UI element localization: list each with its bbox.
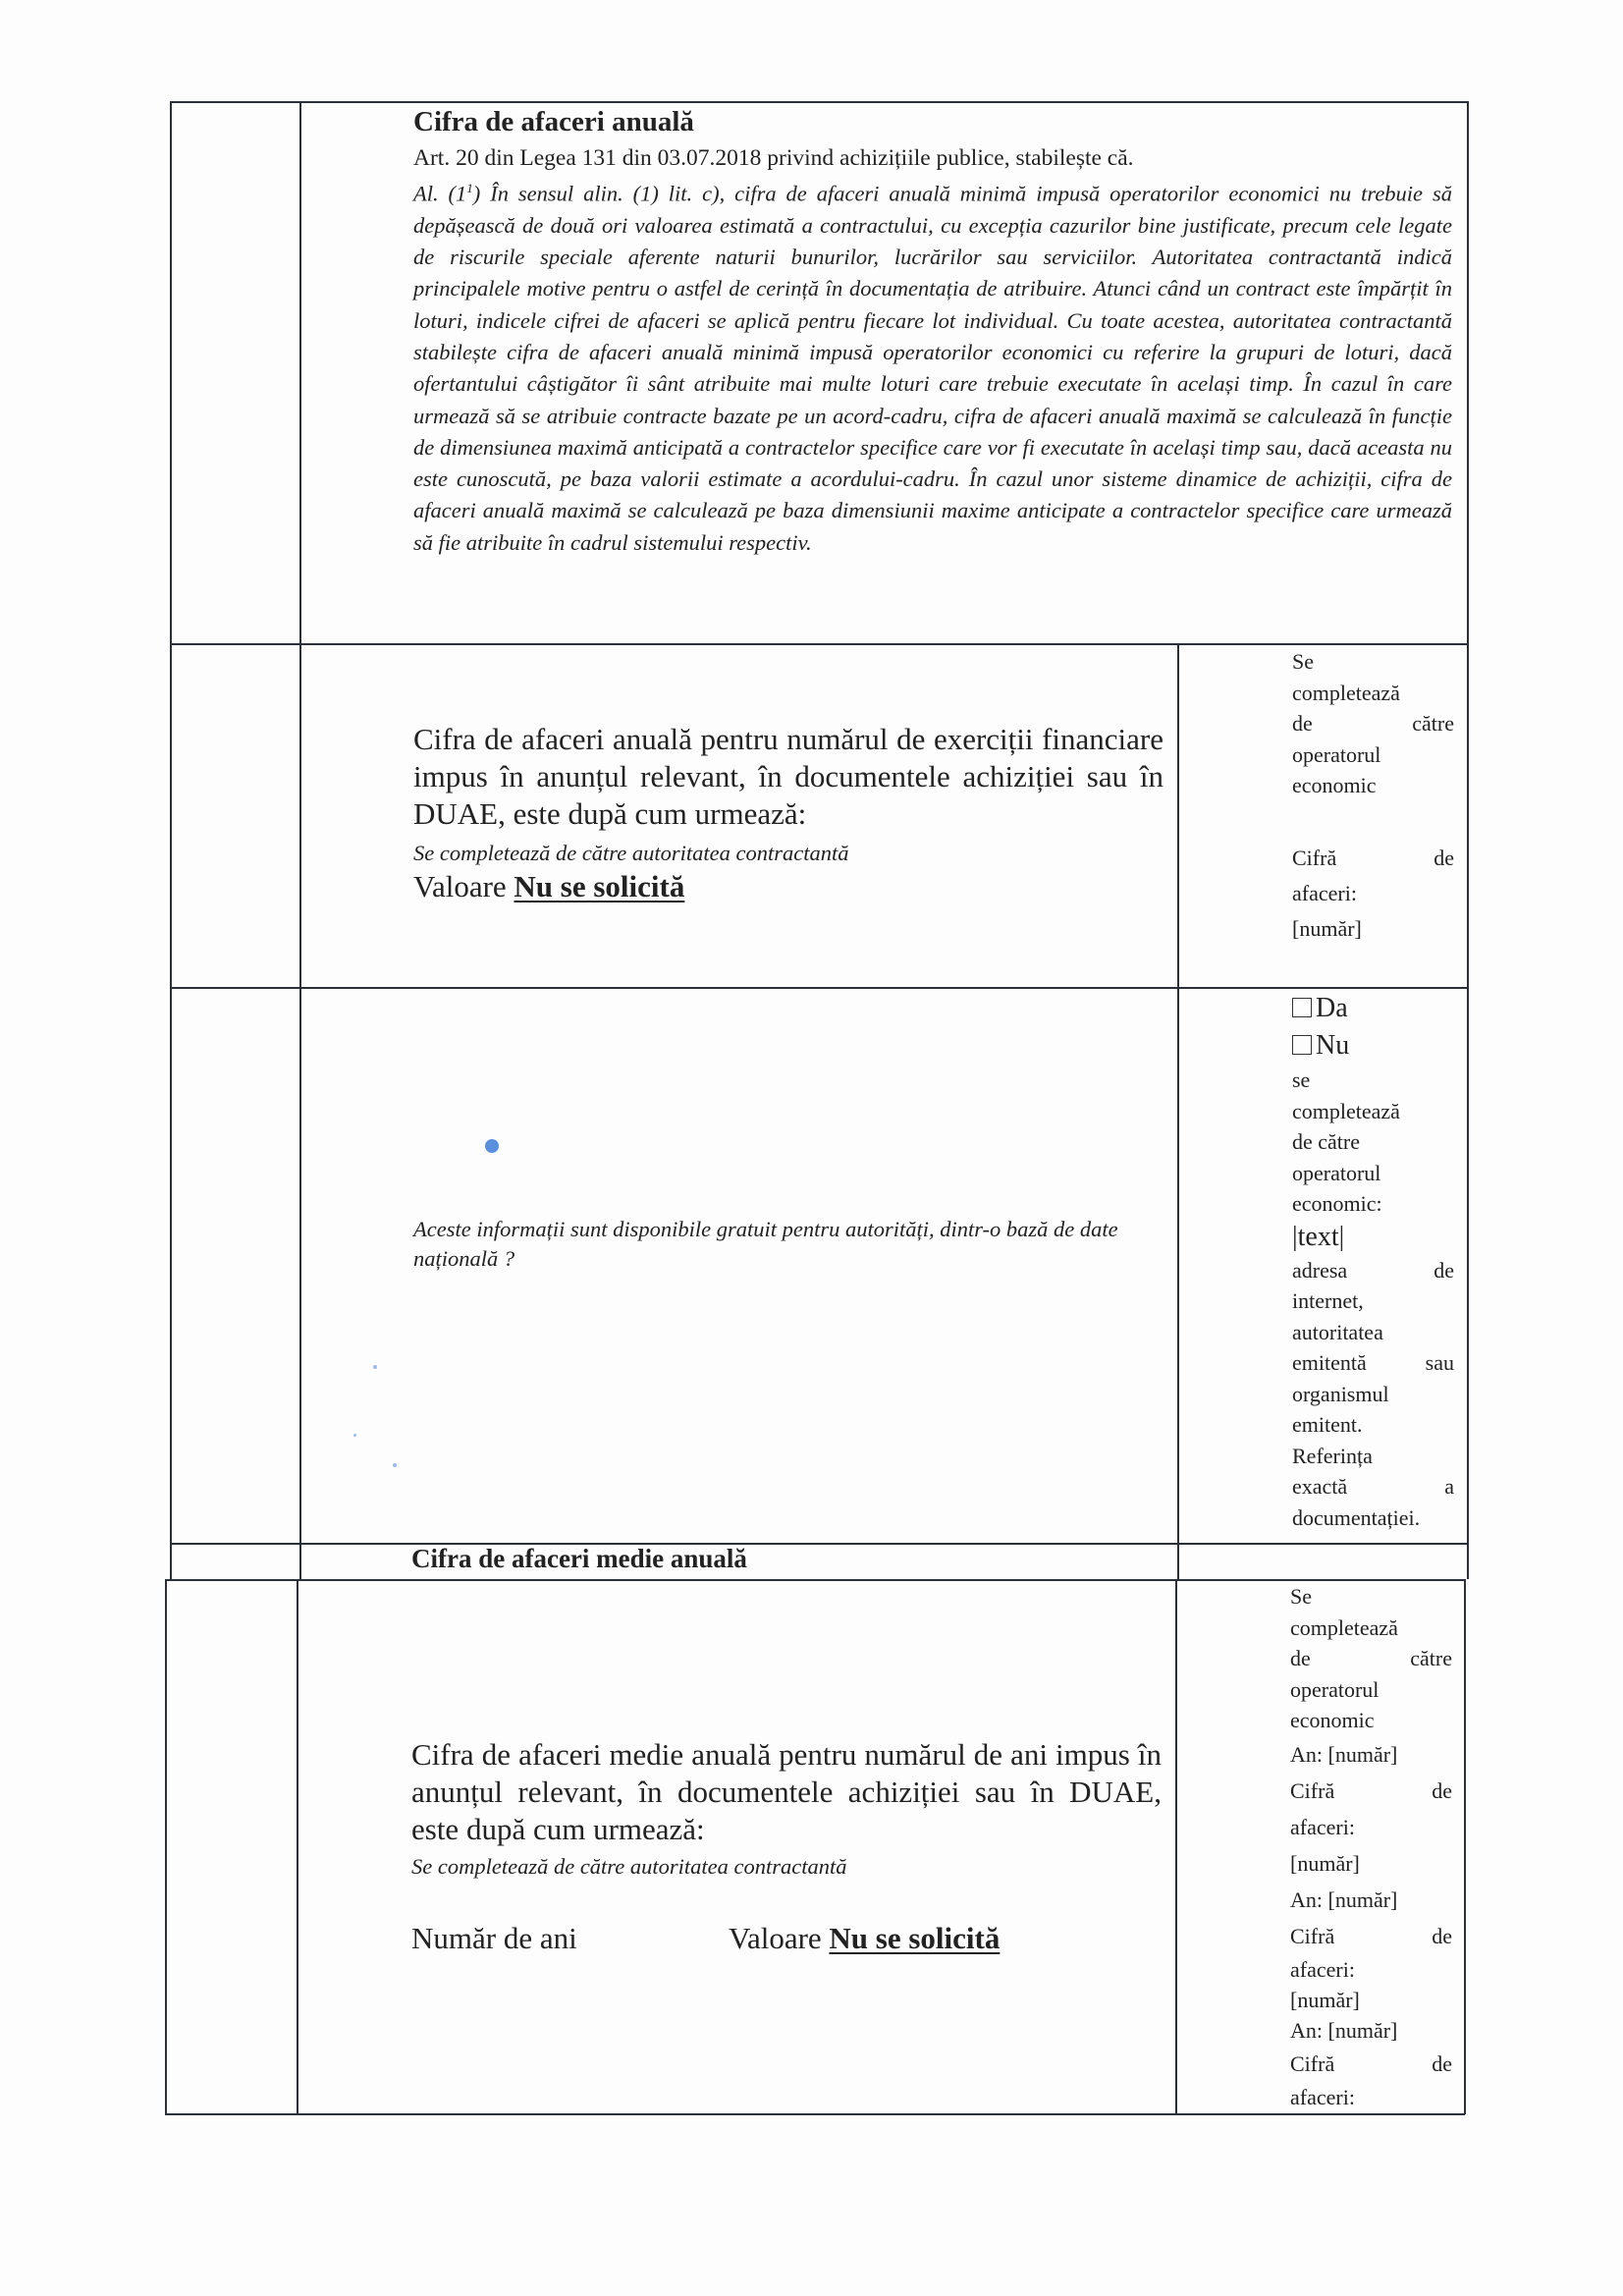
- table-border-left: [170, 101, 172, 1579]
- table-border-right: [1464, 1579, 1466, 2114]
- right-text: [număr]: [1290, 1987, 1360, 2012]
- right-text: economic: [1290, 1708, 1375, 1732]
- row-divider: [170, 1543, 1468, 1545]
- ink-spot: [485, 1139, 499, 1153]
- right-text: operatorul: [1290, 1676, 1380, 1702]
- row-divider: [170, 987, 1468, 989]
- paragraph-sup: 1: [466, 181, 473, 195]
- right-text: emitentă sau: [1292, 1350, 1454, 1375]
- right-text: afaceri:: [1292, 880, 1357, 905]
- right-text: operatorul: [1292, 741, 1381, 767]
- years-label: Număr de ani: [411, 1921, 577, 1955]
- ink-spot: [373, 1365, 377, 1369]
- turnover-note: Se completează de către autoritatea contractantă: [413, 841, 849, 865]
- database-question: Aceste informații sunt disponibile gratuit pentru autorități, dintr-o bază de date națională ?: [413, 1217, 1118, 1271]
- table-col-divider: [297, 1579, 298, 2114]
- right-text: afaceri:: [1290, 1956, 1355, 1982]
- value-text: Nu se solicită: [514, 869, 685, 903]
- right-text: completează: [1290, 1614, 1398, 1640]
- average-value: [729, 1920, 1000, 1957]
- checkbox-icon[interactable]: [1292, 998, 1312, 1017]
- right-col-divider: [1175, 1579, 1177, 2114]
- right-text: Cifră de: [1290, 1777, 1452, 1803]
- text-field[interactable]: |text|: [1292, 1221, 1345, 1252]
- law-reference: Art. 20 din Legea 131 din 03.07.2018 privind achizițiile publice, stabilește că.: [413, 145, 1134, 171]
- turnover-value: [413, 868, 684, 905]
- right-text: afaceri:: [1290, 1814, 1355, 1839]
- ink-spot: [353, 1434, 356, 1437]
- right-text: Referința: [1292, 1443, 1373, 1468]
- ink-spot: [393, 1463, 397, 1467]
- right-text: operatorul: [1292, 1160, 1381, 1185]
- table-border-right: [1467, 101, 1469, 1579]
- right-text: An: [număr]: [1290, 2017, 1398, 2043]
- checkbox-icon[interactable]: [1292, 1035, 1312, 1055]
- right-text: Cifră de: [1290, 1923, 1452, 1948]
- turnover-right-cell: [1292, 646, 1454, 947]
- checkbox-label: Nu: [1316, 1030, 1350, 1061]
- right-text: Cifră de: [1290, 2050, 1452, 2076]
- right-text: economic: [1292, 773, 1377, 797]
- paragraph-prefix: Al. (1: [413, 181, 467, 206]
- value-label: Valoare: [413, 869, 507, 903]
- right-text: Se: [1290, 1584, 1312, 1609]
- paragraph-text: ) În sensul alin. (1) lit. c), cifra de afaceri anuală minimă impusă operatorilor economici nu trebuie să depășească de două ori valoarea estimată a contractului, cu excepția cazurilor bine justificate, precum cele legate de riscurile speciale aferente naturii bunurilor, lucrărilor sau serviciilor. Autoritatea contractantă indică principalele motive pentru o astfel de cerință în documentația de atribuire. Atunci când un contract este împărțit în loturi, indicele cifrei de afaceri se aplică pentru fiecare lot individual. Cu toate acestea, autoritatea contractantă stabilește cifra de afaceri anuală minimă impusă operatorilor economici cu referire la grupuri de loturi, dacă ofertantului câștigător îi sânt atribuite mai multe loturi care trebuie executate în același timp. În cazul în care urmează să se atribuie contracte bazate pe un acord-cadru, cifra de afaceri anuală maximă se calculează în funcție de dimensiunea maximă anticipată a contractelor specifice care vor fi executate în același timp sau, dacă aceasta nu este cunoscută, pe baza valorii estimate a acordului-cadru. În cazul unor sisteme dinamice de achiziții, cifra de afaceri anuală maximă se calculează pe baza dimensiunii maxime anticipate a contractelor specifice care urmează să fie atribuite în cadrul sistemului respectiv.: [413, 181, 1452, 555]
- average-right-cell: [1290, 1581, 1452, 2112]
- right-text: exactă a: [1292, 1474, 1454, 1499]
- right-text: Cifră de: [1292, 845, 1454, 870]
- average-note: Se completează de către autoritatea contractantă: [411, 1854, 847, 1879]
- checkbox-label: Da: [1316, 993, 1348, 1023]
- right-text: [număr]: [1292, 915, 1362, 941]
- right-text: emitent.: [1292, 1412, 1363, 1437]
- right-text: [număr]: [1290, 1850, 1360, 1876]
- row-divider: [170, 643, 1468, 645]
- right-text: An: [număr]: [1290, 1886, 1398, 1912]
- checkbox-no[interactable]: [1292, 1027, 1454, 1065]
- right-text: afaceri:: [1290, 2084, 1355, 2109]
- database-right-cell: [1292, 990, 1454, 1533]
- right-text: internet,: [1292, 1288, 1364, 1313]
- right-text: An: [număr]: [1290, 1741, 1398, 1767]
- value-text: Nu se solicită: [829, 1921, 1001, 1955]
- right-text: Se: [1292, 649, 1314, 674]
- law-paragraph: [413, 173, 1452, 559]
- right-text: completează: [1292, 1098, 1400, 1123]
- section-title: Cifra de afaceri medie anuală: [411, 1544, 747, 1573]
- right-text: economic:: [1292, 1191, 1382, 1216]
- section-title: Cifra de afaceri anuală: [413, 106, 694, 137]
- table-border-left: [165, 1579, 167, 2114]
- right-text: documentației.: [1292, 1504, 1421, 1530]
- right-text: adresa de: [1292, 1257, 1454, 1283]
- average-question: Cifra de afaceri medie anuală pentru numărul de ani impus în anunțul relevant, în documentele achiziției sau în DUAE, este după cum urmează:: [411, 1737, 1162, 1846]
- checkbox-yes[interactable]: [1292, 990, 1454, 1027]
- table-border-top: [170, 101, 1468, 103]
- right-text: organismul: [1292, 1381, 1389, 1406]
- table-border-bottom: [165, 2113, 1465, 2115]
- right-text: se: [1292, 1067, 1311, 1092]
- right-text: autoritatea: [1292, 1319, 1383, 1344]
- table-col-divider: [299, 101, 301, 1579]
- right-text: de către: [1292, 1129, 1360, 1154]
- right-col-divider: [1177, 643, 1179, 1579]
- right-text: completează: [1292, 680, 1400, 705]
- row-divider: [165, 1579, 1465, 1581]
- turnover-question: Cifra de afaceri anuală pentru numărul de exerciții financiare impus în anunțul relevant, în documentele achiziției sau în DUAE, este după cum urmează:: [413, 722, 1163, 831]
- right-text: de către: [1292, 711, 1454, 736]
- value-label: Valoare: [729, 1921, 822, 1955]
- right-text: de către: [1290, 1646, 1452, 1670]
